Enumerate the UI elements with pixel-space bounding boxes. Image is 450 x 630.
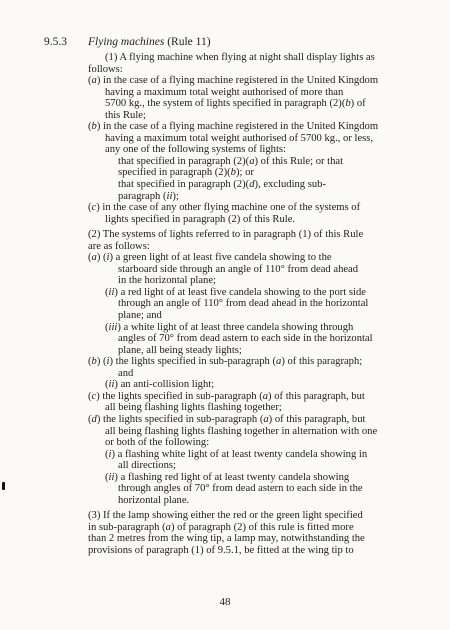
text-line: having a maximum total weight authorised of more than	[105, 86, 344, 98]
text-line: 5700 kg., the system of lights specified in paragraph (2)(b) of	[105, 98, 366, 110]
text-line: angles of 70° from dead astern to each side in the horizontal	[118, 333, 373, 345]
text-line: and	[118, 367, 134, 379]
text-line: all being flashing lights flashing together;	[105, 402, 282, 414]
text-line: lights specified in paragraph (2) of this Rule.	[105, 213, 296, 225]
text-line: (i) a flashing white light of at least twenty candela showing in	[105, 448, 368, 460]
text-line: (1) A flying machine when flying at night shall display lights as	[105, 52, 375, 63]
text-line: that specified in paragraph (2)(a) of this Rule; or that	[118, 155, 344, 167]
text-line: all being flashing lights flashing together in alternation with one	[105, 425, 378, 437]
text-line: (ii) an anti-collision light;	[105, 379, 215, 391]
text-line: through angles of 70° from dead astern to each side in the	[118, 483, 363, 495]
text-line: plane, all being steady lights;	[118, 344, 242, 356]
text-line: provisions of paragraph (1) of 9.5.1, be fitted at the wing tip to	[88, 544, 354, 556]
page-number: 48	[219, 596, 231, 608]
margin-mark	[2, 482, 5, 490]
text-line: (a) (i) a green light of at least five candela showing to the	[88, 252, 332, 264]
text-line: (3) If the lamp showing either the red or the green light specified	[88, 510, 363, 522]
text-line: horizontal plane.	[118, 494, 190, 506]
text-line: (ii) a red light of at least five candela showing to the port side	[105, 286, 366, 298]
text-line: (2) The systems of lights referred to in paragraph (1) of this Rule	[88, 229, 364, 241]
text-line: (b) (i) the lights specified in sub-paragraph (a) of this paragraph;	[88, 356, 363, 368]
text-line: (c) in the case of any other flying machine one of the systems of	[88, 202, 361, 214]
text-line: through an angle of 110° from dead ahead in the horizontal	[118, 298, 369, 310]
text-line: (iii) a white light of at least three candela showing through	[105, 321, 354, 333]
text-line: (a) in the case of a flying machine registered in the United Kingdom	[88, 75, 379, 87]
section-title: Flying machines	[88, 36, 165, 48]
text-line: (c) the lights specified in sub-paragraph (a) of this paragraph, but	[88, 390, 365, 402]
text-line: plane; and	[118, 310, 162, 322]
text-line: having a maximum total weight authorised of 5700 kg., or less,	[105, 132, 374, 144]
text-line: specified in paragraph (2)(b); or	[118, 167, 254, 179]
text-line: this Rule;	[105, 109, 146, 121]
section-heading	[44, 35, 211, 49]
rule-text	[88, 52, 428, 557]
text-line: (d) the lights specified in sub-paragraph (a) of this paragraph, but	[88, 413, 366, 425]
text-line: are as follows:	[88, 240, 150, 252]
text-line: in the horizontal plane;	[118, 275, 216, 287]
text-line: starboard side through an angle of 110° from dead ahead	[118, 263, 359, 275]
section-rule: (Rule 11)	[164, 36, 211, 48]
text-line: any one of the following systems of lights:	[105, 144, 286, 156]
section-number: 9.5.3	[44, 36, 67, 48]
text-line: or both of the following:	[105, 437, 210, 449]
text-line: (b) in the case of a flying machine registered in the United Kingdom	[88, 121, 379, 133]
text-line: that specified in paragraph (2)(d), excluding sub-	[118, 179, 326, 191]
text-line: follows:	[88, 63, 123, 75]
text-line: in sub-paragraph (a) of paragraph (2) of this rule is fitted more	[88, 521, 354, 533]
text-line: paragraph (ii);	[118, 190, 179, 202]
text-line: all directions;	[118, 460, 176, 472]
text-line: (ii) a flashing red light of at least twenty candela showing	[105, 471, 350, 483]
text-line: than 2 metres from the wing tip, a lamp may, notwithstanding the	[88, 533, 365, 545]
